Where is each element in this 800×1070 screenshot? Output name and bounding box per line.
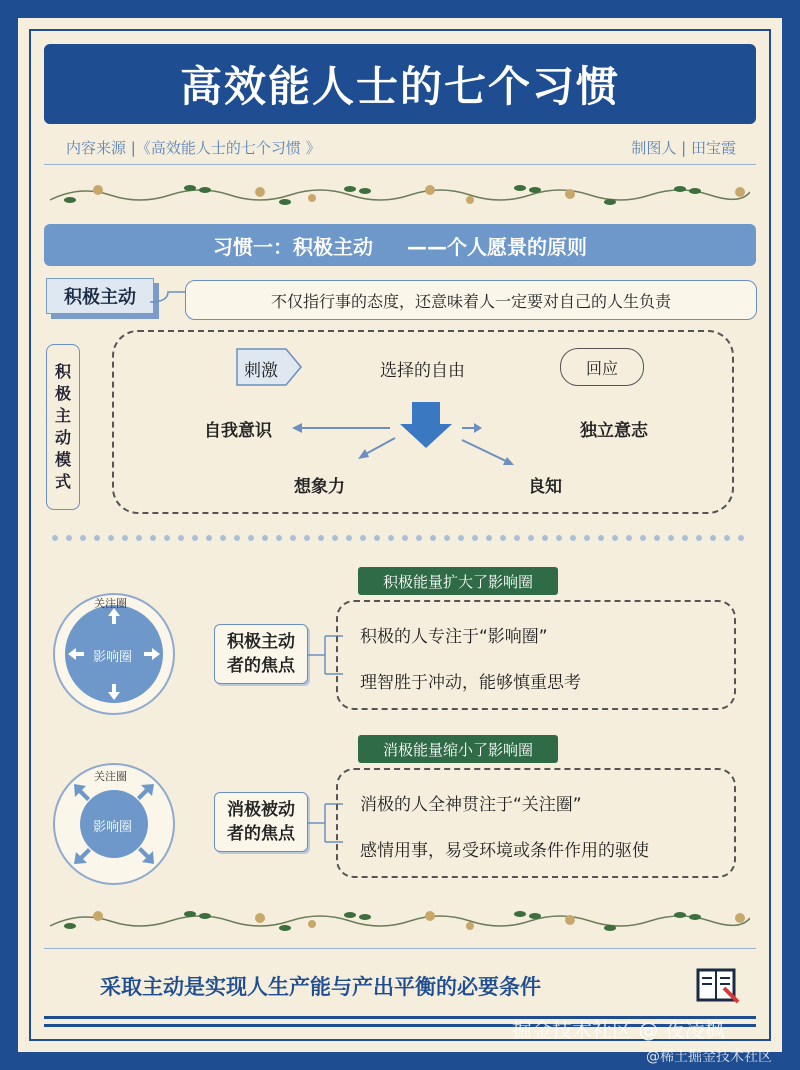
watermark-sub: @稀土掘金技术社区 — [646, 1049, 772, 1065]
side-label-char: 式 — [54, 472, 71, 491]
habit-one-subtitle: ——个人愿景的原则 — [407, 234, 587, 259]
proactive-focus-box — [214, 624, 308, 684]
response-pill: 回应 — [560, 348, 644, 386]
vine-decoration-bottom — [50, 906, 750, 936]
habit-one-bar — [44, 224, 756, 266]
source-text: 内容来源 |《高效能人士的七个习惯 》 — [66, 138, 321, 157]
vine-decoration-top — [50, 180, 750, 210]
reactive-energy-tab: 消极能量缩小了影响圈 — [358, 735, 558, 763]
model-side-label — [46, 344, 80, 510]
independent-will-label: 独立意志 — [580, 421, 648, 441]
reactive-detail-box — [336, 768, 736, 878]
conclusion-text: 采取主动是实现人生产能与产出平衡的必要条件 — [100, 975, 541, 999]
proactive-outer-label: 关注圈 — [94, 597, 127, 610]
proactive-detail-box — [336, 600, 736, 710]
author-text: 制图人 | 田宝霞 — [631, 138, 736, 157]
page-title: 高效能人士的七个习惯 — [44, 44, 756, 124]
imagination-label: 想象力 — [294, 477, 345, 497]
proactive-energy-tab: 积极能量扩大了影响圈 — [358, 567, 558, 595]
side-label-char: 动 — [54, 428, 71, 447]
divider-bottom — [44, 948, 756, 949]
reactive-focus-box — [214, 792, 308, 852]
side-label-char: 积 — [54, 362, 71, 381]
proactive-point-1: 积极的人专注于“影响圈” — [360, 627, 548, 647]
reactive-focus-line2: 者的焦点 — [227, 824, 295, 844]
dotted-divider — [50, 532, 750, 544]
tag-connector — [150, 288, 190, 308]
reactive-inner-label: 影响圈 — [93, 820, 133, 835]
stimulus-label: 刺激 — [244, 361, 278, 381]
side-label-char: 极 — [54, 384, 71, 403]
proactive-focus-line1: 积极主动 — [227, 632, 295, 652]
conscience-label: 良知 — [528, 477, 562, 497]
proactive-focus-line2: 者的焦点 — [227, 656, 295, 676]
side-label-char: 主 — [54, 406, 71, 425]
definition-box: 不仅指行事的态度，还意味着人一定要对自己的人生负责 — [185, 280, 757, 320]
proactive-tag: 积极主动 — [46, 278, 154, 314]
choice-label: 选择的自由 — [380, 361, 465, 381]
book-icon — [694, 966, 742, 1006]
source-row — [66, 136, 736, 158]
watermark-main: 掘金技术社区 @ 夜凌枫 — [512, 1018, 725, 1042]
proactive-point-2: 理智胜于冲动，能够慎重思考 — [360, 673, 581, 693]
habit-one-title: 习惯一：积极主动 — [213, 234, 373, 259]
reactive-point-1: 消极的人全神贯注于“关注圈” — [360, 795, 582, 815]
reactive-point-2: 感情用事，易受环境或条件作用的驱使 — [360, 841, 649, 861]
reactive-outer-label: 关注圈 — [94, 770, 127, 783]
reactive-focus-line1: 消极被动 — [227, 800, 295, 820]
side-label-char: 模 — [54, 450, 71, 469]
divider — [44, 164, 756, 165]
proactive-inner-label: 影响圈 — [93, 650, 133, 665]
self-awareness-label: 自我意识 — [204, 421, 272, 441]
